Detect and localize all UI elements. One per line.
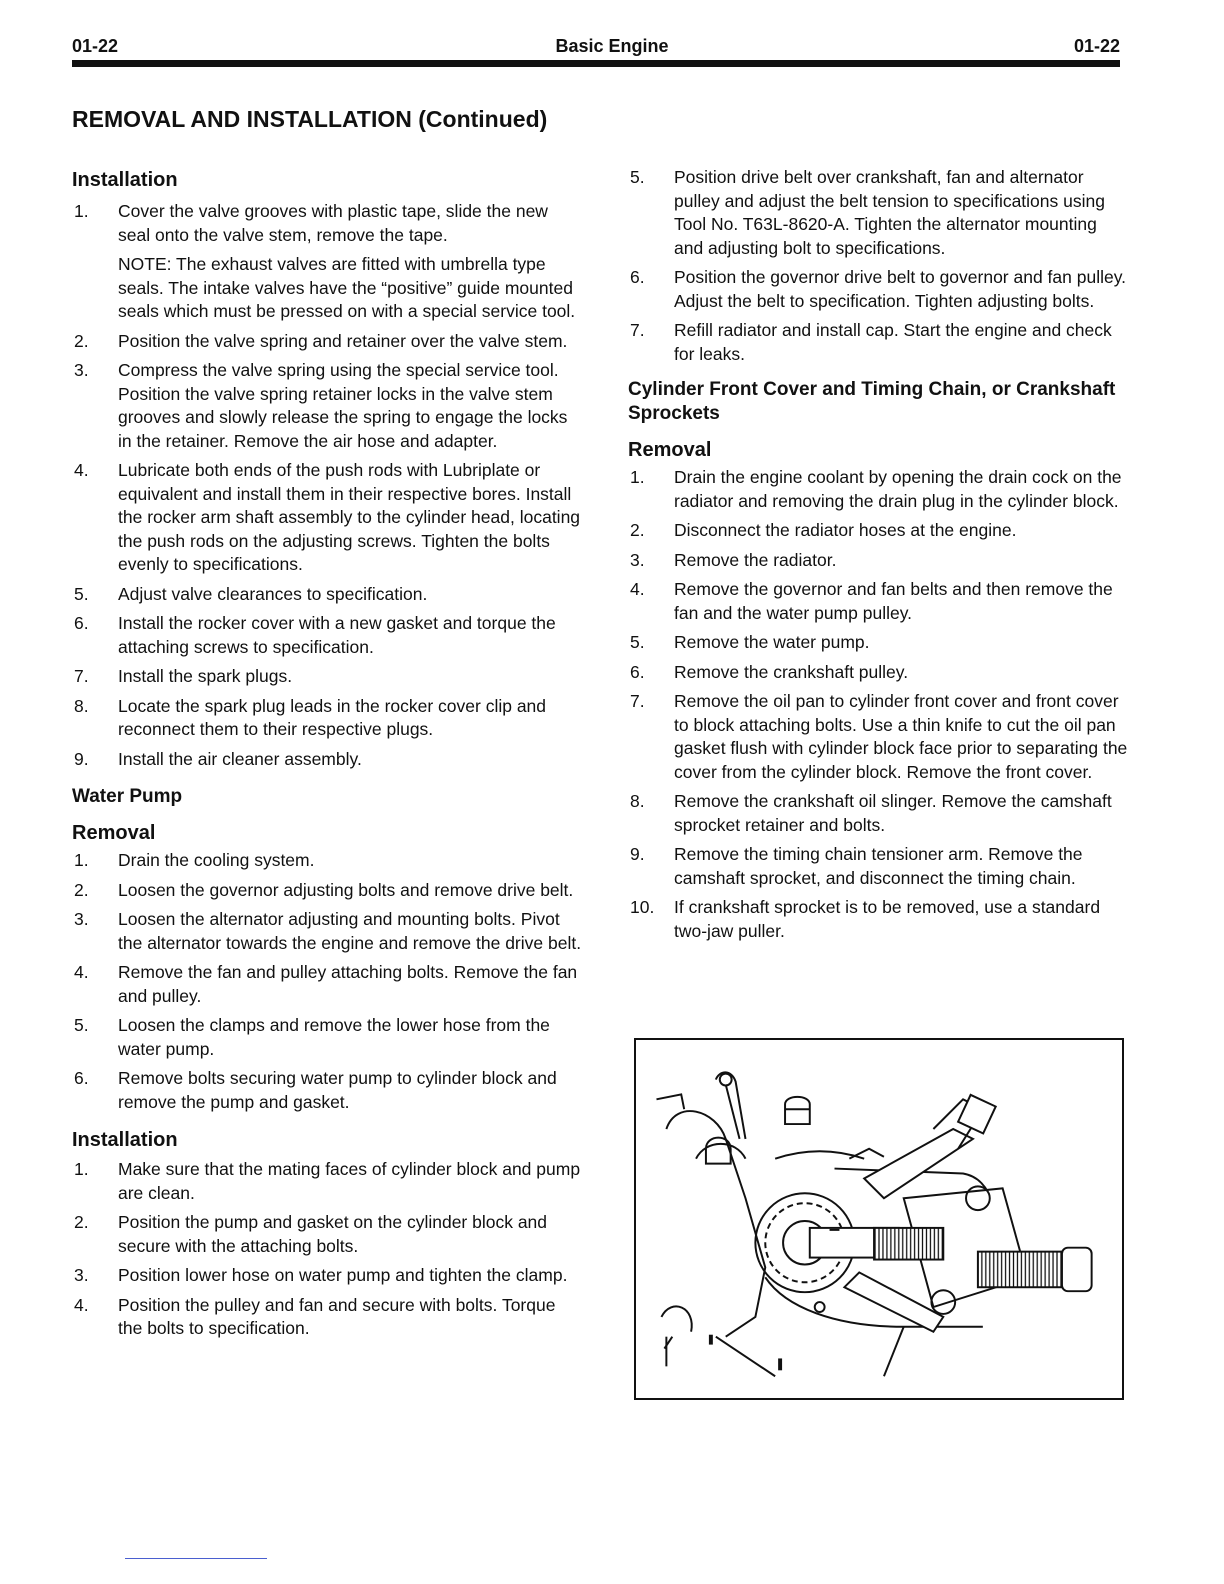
- step-text: Remove the fan and pulley attaching bolts. Remove the fan and pulley.: [118, 962, 578, 1006]
- puller-drawing: [636, 1040, 1122, 1398]
- left-column: [72, 168, 582, 1347]
- step-text: Loosen the alternator adjusting and mounting bolts. Pivot the alternator towards the engine and remove the drive belt.: [118, 909, 582, 953]
- water-pump-removal-heading: Removal: [72, 822, 156, 844]
- list-item: 8. Locate the spark plug leads in the rocker cover clip and reconnect them to their respective plugs.: [74, 695, 547, 739]
- installation-heading: Installation: [72, 169, 178, 191]
- list-item: 10. If crankshaft sprocket is to be removed, use a standard two-jaw puller.: [630, 897, 1101, 941]
- step-text: Remove the crankshaft pulley.: [674, 661, 909, 682]
- step-text: Make sure that the mating faces of cylinder block and pump are clean.: [118, 1159, 581, 1203]
- list-item: 3. Remove the radiator.: [630, 549, 837, 570]
- step-text: Remove bolts securing water pump to cylinder block and remove the pump and gasket.: [118, 1068, 557, 1112]
- step-text: Compress the valve spring using the special service tool. Position the valve spring retainer locks in the valve stem grooves and slowly release the spring to engage the locks in the retainer. Remove the air hose and adapter.: [118, 360, 568, 451]
- list-item: 4. Remove the fan and pulley attaching bolts. Remove the fan and pulley.: [74, 962, 578, 1006]
- list-item: 1. Drain the engine coolant by opening the drain cock on the radiator and removing the drain plug in the cylinder block.: [630, 467, 1122, 511]
- step-text: Loosen the governor adjusting bolts and remove drive belt.: [118, 879, 574, 900]
- footer-rule: [125, 1558, 267, 1559]
- step-text: Remove the governor and fan belts and then remove the fan and the water pump pulley.: [674, 579, 1113, 623]
- step-text: Position the pulley and fan and secure with bolts. Torque the bolts to specification.: [118, 1294, 556, 1338]
- installation-steps: [72, 200, 582, 771]
- list-item: 2. Position the valve spring and retainer over the valve stem.: [74, 330, 568, 351]
- list-item: 2. Position the pump and gasket on the cylinder block and secure with the attaching bolts.: [74, 1212, 548, 1256]
- list-item: 8. Remove the crankshaft oil slinger. Remove the camshaft sprocket retainer and bolts.: [630, 791, 1112, 835]
- step-text: Cover the valve grooves with plastic tape, slide the new seal onto the valve stem, remove the tape.: [118, 201, 548, 245]
- note-text: NOTE: The exhaust valves are fitted with umbrella type seals. The intake valves have the “positive” guide mounted seals which must be pressed on with a special service tool.: [118, 254, 576, 321]
- step-text: Drain the cooling system.: [118, 850, 315, 870]
- list-item: 5. Adjust valve clearances to specification.: [74, 583, 428, 604]
- list-item: 3. Loosen the alternator adjusting and mounting bolts. Pivot the alternator towards the engine and remove the drive belt.: [74, 909, 582, 953]
- header-rule: [72, 60, 1120, 67]
- timing-chain-removal-heading: Removal: [628, 439, 712, 461]
- list-item: 7. Install the spark plugs.: [74, 666, 293, 686]
- step-text: Remove the radiator.: [674, 549, 837, 570]
- section-title: REMOVAL AND INSTALLATION (Continued): [72, 106, 548, 132]
- list-item: 6. Install the rocker cover with a new gasket and torque the attaching screws to specification.: [74, 613, 556, 657]
- water-pump-heading: Water Pump: [72, 786, 183, 807]
- step-text: Adjust valve clearances to specification.: [118, 583, 428, 604]
- page-number-left: 01-22: [72, 36, 119, 56]
- step-text: Install the air cleaner assembly.: [118, 748, 362, 769]
- list-item: 6. Remove bolts securing water pump to cylinder block and remove the pump and gasket.: [74, 1068, 557, 1112]
- step-text: Locate the spark plug leads in the rocker cover clip and reconnect them to their respective plugs.: [118, 695, 547, 739]
- list-item: 9. Install the air cleaner assembly.: [74, 748, 362, 769]
- list-item: 1. Cover the valve grooves with plastic tape, slide the new seal onto the valve stem, remove the tape. NOTE: The exhaust valves are fitted with umbrella type seals. The intake valves have the “positive” guide mounted seals which must be pressed on with a special service tool.: [72, 200, 582, 324]
- step-text: Install the rocker cover with a new gasket and torque the attaching screws to specification.: [118, 613, 556, 657]
- step-text: Position the governor drive belt to governor and fan pulley. Adjust the belt to specification. Tighten adjusting bolts.: [674, 267, 1127, 311]
- list-item: 4. Remove the governor and fan belts and then remove the fan and the water pump pulley.: [630, 579, 1113, 623]
- step-text: Drain the engine coolant by opening the drain cock on the radiator and removing the drain plug in the cylinder block.: [674, 467, 1122, 511]
- page-header-title: Basic Engine: [555, 36, 669, 56]
- step-text: Install the spark plugs.: [118, 666, 293, 686]
- timing-chain-heading: Cylinder Front Cover and Timing Chain, or Crankshaft Sprockets: [628, 379, 1116, 424]
- list-item: 4. Position the pulley and fan and secure with bolts. Torque the bolts to specification.: [74, 1294, 556, 1338]
- water-pump-removal-steps: [72, 849, 582, 1114]
- list-item: 9. Remove the timing chain tensioner arm. Remove the camshaft sprocket, and disconnect the timing chain.: [630, 844, 1083, 888]
- right-column: [628, 166, 1128, 949]
- step-text: Refill radiator and install cap. Start the engine and check for leaks.: [674, 320, 1112, 364]
- list-item: 3. Position lower hose on water pump and tighten the clamp.: [74, 1265, 568, 1285]
- step-text: Lubricate both ends of the push rods with Lubriplate or equivalent and install them in their respective bores. Install the rocker arm shaft assembly to the cylinder head, locating the push rods on the adjusting screws. Tighten the bolts evenly to specifications.: [118, 460, 581, 574]
- step-text: Remove the crankshaft oil slinger. Remove the camshaft sprocket retainer and bolts.: [674, 791, 1112, 835]
- step-text: Loosen the clamps and remove the lower hose from the water pump.: [118, 1015, 550, 1059]
- water-pump-installation-steps: [72, 1158, 582, 1341]
- step-text: Disconnect the radiator hoses at the engine.: [674, 520, 1017, 540]
- water-pump-installation-heading: Installation: [72, 1129, 178, 1151]
- step-text: Position lower hose on water pump and tighten the clamp.: [118, 1265, 568, 1285]
- list-item: 6. Position the governor drive belt to governor and fan pulley. Adjust the belt to specification. Tighten adjusting bolts.: [630, 267, 1127, 311]
- step-text: Remove the timing chain tensioner arm. Remove the camshaft sprocket, and disconnect the timing chain.: [674, 844, 1083, 888]
- list-item: 3. Compress the valve spring using the special service tool. Position the valve spring retainer locks in the valve stem grooves and slowly release the spring to engage the locks in the retainer. Remove the air hose and adapter.: [74, 360, 568, 451]
- continued-install-steps: [628, 166, 1128, 366]
- list-item: 2. Disconnect the radiator hoses at the engine.: [630, 520, 1017, 540]
- list-item: 2. Loosen the governor adjusting bolts and remove drive belt.: [74, 879, 574, 900]
- step-text: If crankshaft sprocket is to be removed, use a standard two-jaw puller.: [674, 897, 1101, 941]
- two-jaw-puller-illustration: [634, 1038, 1124, 1400]
- list-item: 1. Drain the cooling system.: [74, 850, 315, 870]
- timing-chain-removal-steps: [628, 466, 1128, 943]
- list-item: 1. Make sure that the mating faces of cylinder block and pump are clean.: [74, 1159, 581, 1203]
- step-text: Position drive belt over crankshaft, fan and alternator pulley and adjust the belt tension to specifications using Tool No. T63L-8620-A. Tighten the alternator mounting and adjusting bolt to specifications.: [674, 167, 1105, 258]
- list-item: 6. Remove the crankshaft pulley.: [630, 661, 909, 682]
- list-item: 7. Refill radiator and install cap. Start the engine and check for leaks.: [630, 320, 1112, 364]
- list-item: 4. Lubricate both ends of the push rods with Lubriplate or equivalent and install them in their respective bores. Install the rocker arm shaft assembly to the cylinder head, locating the push rods on the adjusting screws. Tighten the bolts evenly to specifications.: [74, 460, 581, 574]
- step-text: Remove the water pump.: [674, 632, 870, 652]
- list-item: 5. Position drive belt over crankshaft, fan and alternator pulley and adjust the belt tension to specifications using Tool No. T63L-8620-A. Tighten the alternator mounting and adjusting bolt to specifications.: [630, 167, 1105, 258]
- list-item: 5. Remove the water pump.: [630, 632, 870, 652]
- list-item: 5. Loosen the clamps and remove the lower hose from the water pump.: [74, 1015, 550, 1059]
- step-text: Remove the oil pan to cylinder front cover and front cover to block attaching bolts. Use a thin knife to cut the oil pan gasket flush with cylinder block face prior to separating the cover from the cylinder block. Remove the front cover.: [674, 691, 1128, 782]
- step-text: Position the pump and gasket on the cylinder block and secure with the attaching bolts.: [118, 1212, 548, 1256]
- page-number-right: 01-22: [1073, 36, 1120, 56]
- list-item: 7. Remove the oil pan to cylinder front cover and front cover to block attaching bolts. Use a thin knife to cut the oil pan gasket flush with cylinder block face prior to separating the cover from the cylinder block. Remove the front cover.: [630, 691, 1128, 782]
- step-text: Position the valve spring and retainer over the valve stem.: [118, 330, 568, 351]
